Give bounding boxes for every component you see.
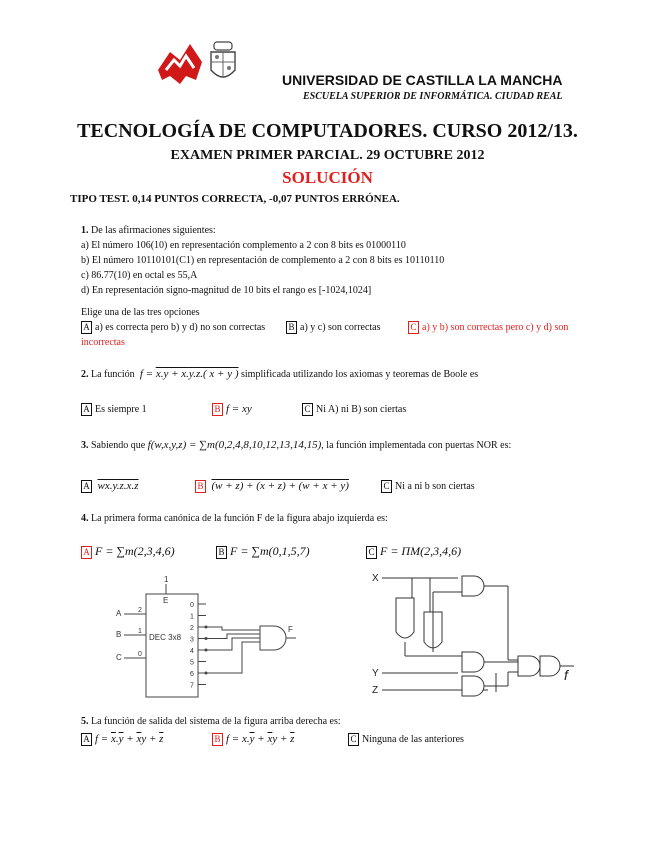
svg-text:1: 1 <box>138 628 142 635</box>
decoder-junction-4 <box>205 649 208 652</box>
q1-option-c-cont: incorrectas <box>81 337 125 348</box>
q1-statement-b: b) El número 10110101(C1) en representación de complemento a 2 con 8 bits es 10110110 <box>81 255 445 266</box>
test-type-heading: TIPO TEST. 0,14 PUNTOS CORRECTA, -0,07 PUNTOS ERRÓNEA. <box>70 193 400 205</box>
logic-circuit-figure <box>368 572 588 702</box>
decoder-enable-label: E <box>163 596 169 605</box>
solution-heading: SOLUCIÓN <box>282 168 373 187</box>
q1-choose: Elige una de las tres opciones <box>81 307 200 318</box>
circuit-input-x: X <box>372 573 379 584</box>
q3-option-b[interactable]: B (w + z) + (x + z) + (w + x + y) <box>195 480 349 493</box>
decoder-one-label: 1 <box>164 575 169 584</box>
decoder-output-f: F <box>288 625 293 634</box>
q5-option-b[interactable]: B $f = x.\overline{y} + \overline{x}y + \overline{z}$ <box>212 733 294 746</box>
q4-option-b[interactable]: B F = ∑m(0,1,5,7) <box>216 544 310 559</box>
svg-text:0: 0 <box>138 651 142 658</box>
decoder-output-pin-7: 7 <box>190 682 194 690</box>
decoder-output-pin-1: 1 <box>190 613 194 621</box>
decoder-wire-6 <box>206 642 260 673</box>
decoder-output-pin-5: 5 <box>190 659 194 667</box>
q3-option-c[interactable]: C Ni a ni b son ciertas <box>381 480 475 493</box>
university-logo <box>156 40 204 88</box>
option-box-b: B <box>286 321 297 334</box>
q1-stem: De las afirmaciones siguientes: <box>91 225 216 236</box>
question-3: 3. Sabiendo que f(w,x,y,z) = ∑m(0,2,4,8,10,12,13,14,15), la función implementada con puertas NOR es: <box>81 439 512 451</box>
circuit-input-z: Z <box>372 685 379 696</box>
decoder-output-pin-3: 3 <box>190 636 194 644</box>
q2-expression: f = x.y + x.y.z.( x + y ) <box>137 368 239 380</box>
school-name: ESCUELA SUPERIOR DE INFORMÁTICA. CIUDAD REAL <box>303 91 563 102</box>
option-box-a: A <box>81 321 92 334</box>
coat-of-arms-logo <box>208 40 238 86</box>
decoder-output-pin-0: 0 <box>190 602 194 609</box>
circuit-output-f: f <box>564 667 568 683</box>
q4-option-c[interactable]: C F = ΠM(2,3,4,6) <box>366 544 461 559</box>
q2-option-a[interactable]: A Es siempre 1 <box>81 403 147 416</box>
decoder-input-c: C <box>116 653 122 662</box>
q4-option-a[interactable]: A F = ∑m(2,3,4,6) <box>81 544 175 559</box>
decoder-and-gate <box>260 626 286 650</box>
q1-option-c[interactable]: C a) y b) son correctas pero c) y d) son <box>408 321 568 334</box>
question-4: 4. La primera forma canónica de la función F de la figura abajo izquierda es: <box>81 513 388 524</box>
decoder-figure <box>108 572 308 702</box>
decoder-junction-6 <box>205 672 208 675</box>
decoder-label: DEC 3x8 <box>149 633 182 642</box>
option-box-c: C <box>408 321 419 334</box>
decoder-output-pin-2: 2 <box>190 625 194 632</box>
question-5: 5. La función de salida del sistema de la figura arriba derecha es: <box>81 716 341 727</box>
q1-option-a[interactable]: A a) es correcta pero b) y d) no son correctas <box>81 321 265 334</box>
decoder-wire-2 <box>206 627 260 630</box>
decoder-input-a: A <box>116 609 122 618</box>
decoder-junction-3 <box>205 637 208 640</box>
q5-option-a[interactable]: A $f = \overline{x}.\overline{y} + \overline{x}y + \overline{z}$ <box>81 733 163 746</box>
decoder-output-pin-4: 4 <box>190 648 194 655</box>
decoder-output-pin-6: 6 <box>190 671 194 678</box>
page-title: TECNOLOGÍA DE COMPUTADORES. CURSO 2012/13. <box>77 120 578 142</box>
q1-statement-d: d) En representación signo-magnitud de 10 bits el rango es [-1024,1024] <box>81 285 372 296</box>
q2-option-c[interactable]: C Ni A) ni B) son ciertas <box>302 403 406 416</box>
q1-statement-a: a) El número 106(10) en representación complemento a 2 con 8 bits es 01000110 <box>81 240 406 251</box>
question-2: 2. La función f = x.y + x.y.z.( x + y ) simplificada utilizando los axiomas y teoremas de Boole es <box>81 368 479 380</box>
q1-number: 1. <box>81 225 89 236</box>
q3-option-a[interactable]: A wx.y.z.x.z <box>81 480 138 493</box>
decoder-wire-4 <box>206 638 260 650</box>
decoder-junction-2 <box>205 626 208 629</box>
exam-subtitle: EXAMEN PRIMER PARCIAL. 29 OCTUBRE 2012 <box>170 148 485 163</box>
university-name: UNIVERSIDAD DE CASTILLA LA MANCHA <box>282 72 563 88</box>
q1-statement-c: c) 86.77(10) en octal es 55,A <box>81 270 198 281</box>
q1-option-b[interactable]: B a) y c) son correctas <box>286 321 381 334</box>
svg-text:2: 2 <box>138 607 142 614</box>
question-1 <box>81 223 621 298</box>
q2-option-b[interactable]: B f = xy <box>212 403 252 416</box>
q5-option-c[interactable]: C Ninguna de las anteriores <box>348 733 464 746</box>
decoder-input-b: B <box>116 630 122 639</box>
circuit-input-y: Y <box>372 668 379 679</box>
q3-expression: f(w,x,y,z) = ∑m(0,2,4,8,10,12,13,14,15) <box>147 439 322 451</box>
